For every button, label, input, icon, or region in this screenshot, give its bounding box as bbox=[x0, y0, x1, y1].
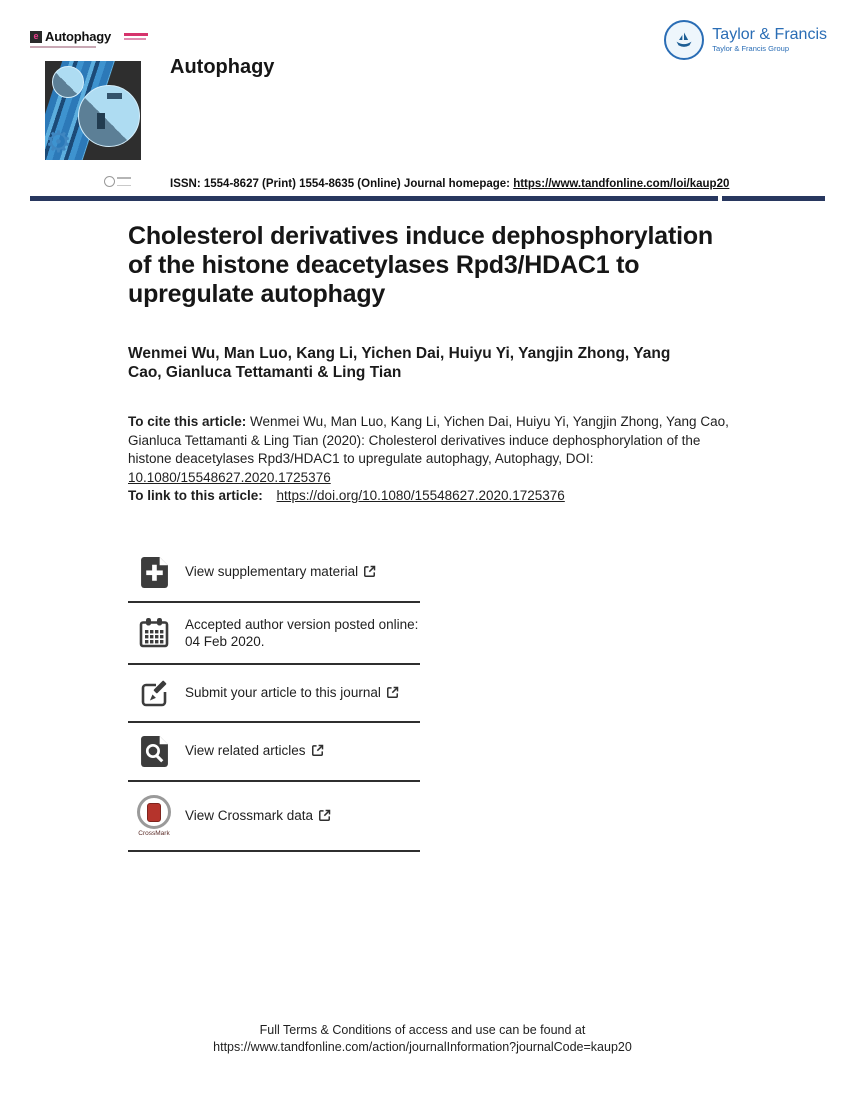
action-label: View related articles bbox=[185, 742, 324, 761]
publisher-logo bbox=[664, 20, 827, 60]
publisher-ship-icon bbox=[664, 20, 704, 60]
external-link-icon bbox=[386, 686, 399, 703]
gear-icon: ⚙ bbox=[45, 126, 72, 159]
action-view-supplementary[interactable] bbox=[128, 544, 420, 601]
article-title: Cholesterol derivatives induce dephosphorylation of the histone deacetylases Rpd3/HDAC1 to upregulate autophagy bbox=[128, 222, 713, 308]
journal-mini-logo bbox=[30, 29, 111, 44]
journal-homepage-link[interactable]: https://www.tandfonline.com/loi/kaup20 bbox=[513, 178, 730, 190]
action-label: View supplementary material bbox=[185, 563, 376, 582]
header-divider-bar-segment bbox=[722, 196, 825, 201]
divider bbox=[128, 850, 420, 852]
action-view-related[interactable] bbox=[128, 723, 420, 780]
cite-text: Wenmei Wu, Man Luo, Kang Li, Yichen Dai, Huiyu Yi, Yangjin Zhong, Yang Cao, Gianluca Tettamanti & Ling Tian (2020): Cholesterol derivatives induce dephosphorylation of the histone deacetylases Rpd3/HDAC1 to upregulate autophagy, Autophagy, DOI: bbox=[128, 414, 729, 466]
article-link-row bbox=[128, 488, 565, 503]
cover-pink-note bbox=[124, 33, 148, 42]
cover-circle-small bbox=[52, 66, 84, 98]
document-search-icon bbox=[138, 736, 170, 767]
cite-label: To cite this article: bbox=[128, 414, 247, 429]
journal-mini-logo-text: Autophagy bbox=[45, 29, 112, 44]
publisher-group: Taylor & Francis Group bbox=[712, 43, 789, 53]
terms-footer bbox=[0, 1022, 845, 1055]
crossmark-icon bbox=[138, 795, 170, 837]
journal-volume-line bbox=[30, 46, 96, 48]
action-label: View Crossmark data bbox=[185, 807, 331, 826]
external-link-icon bbox=[318, 809, 331, 826]
action-list bbox=[128, 544, 420, 852]
external-link-icon bbox=[311, 744, 324, 761]
issn-text: ISSN: 1554-8627 (Print) 1554-8635 (Online) Journal homepage: bbox=[170, 178, 514, 190]
citation-block bbox=[128, 413, 736, 487]
journal-mini-logo-icon: e bbox=[30, 31, 42, 43]
cover-text-chip bbox=[97, 113, 105, 129]
issn-line bbox=[170, 178, 729, 190]
doi-link[interactable]: 10.1080/15548627.2020.1725376 bbox=[128, 469, 331, 485]
document-plus-icon bbox=[138, 557, 170, 588]
article-authors: Wenmei Wu, Man Luo, Kang Li, Yichen Dai, Huiyu Yi, Yangjin Zhong, Yang Cao, Gianluca Tettamanti & Ling Tian bbox=[128, 345, 671, 381]
pencil-square-icon bbox=[138, 678, 170, 708]
action-submit-article[interactable] bbox=[128, 665, 420, 721]
action-label: Accepted author version posted online: 04 Feb 2020. bbox=[185, 617, 419, 649]
article-doi-url-link[interactable]: https://doi.org/10.1080/15548627.2020.1725376 bbox=[276, 488, 565, 503]
action-view-crossmark[interactable] bbox=[128, 782, 420, 850]
terms-line2: https://www.tandfonline.com/action/journalInformation?journalCode=kaup20 bbox=[213, 1039, 632, 1054]
publisher-small-mark bbox=[104, 176, 131, 187]
action-label: Submit your article to this journal bbox=[185, 684, 399, 703]
header-divider-bar bbox=[30, 196, 718, 201]
link-label: To link to this article: bbox=[128, 488, 263, 503]
cover-text-chip bbox=[107, 93, 122, 99]
journal-title: Autophagy bbox=[170, 56, 275, 78]
calendar-icon bbox=[138, 618, 170, 648]
publisher-name: Taylor & Francis bbox=[712, 26, 827, 44]
journal-cover-thumbnail bbox=[45, 61, 141, 160]
crossmark-caption: CrossMark bbox=[138, 830, 170, 837]
external-link-icon bbox=[363, 565, 376, 582]
action-accepted-version[interactable] bbox=[128, 603, 420, 663]
terms-line1: Full Terms & Conditions of access and use can be found at bbox=[259, 1023, 586, 1037]
